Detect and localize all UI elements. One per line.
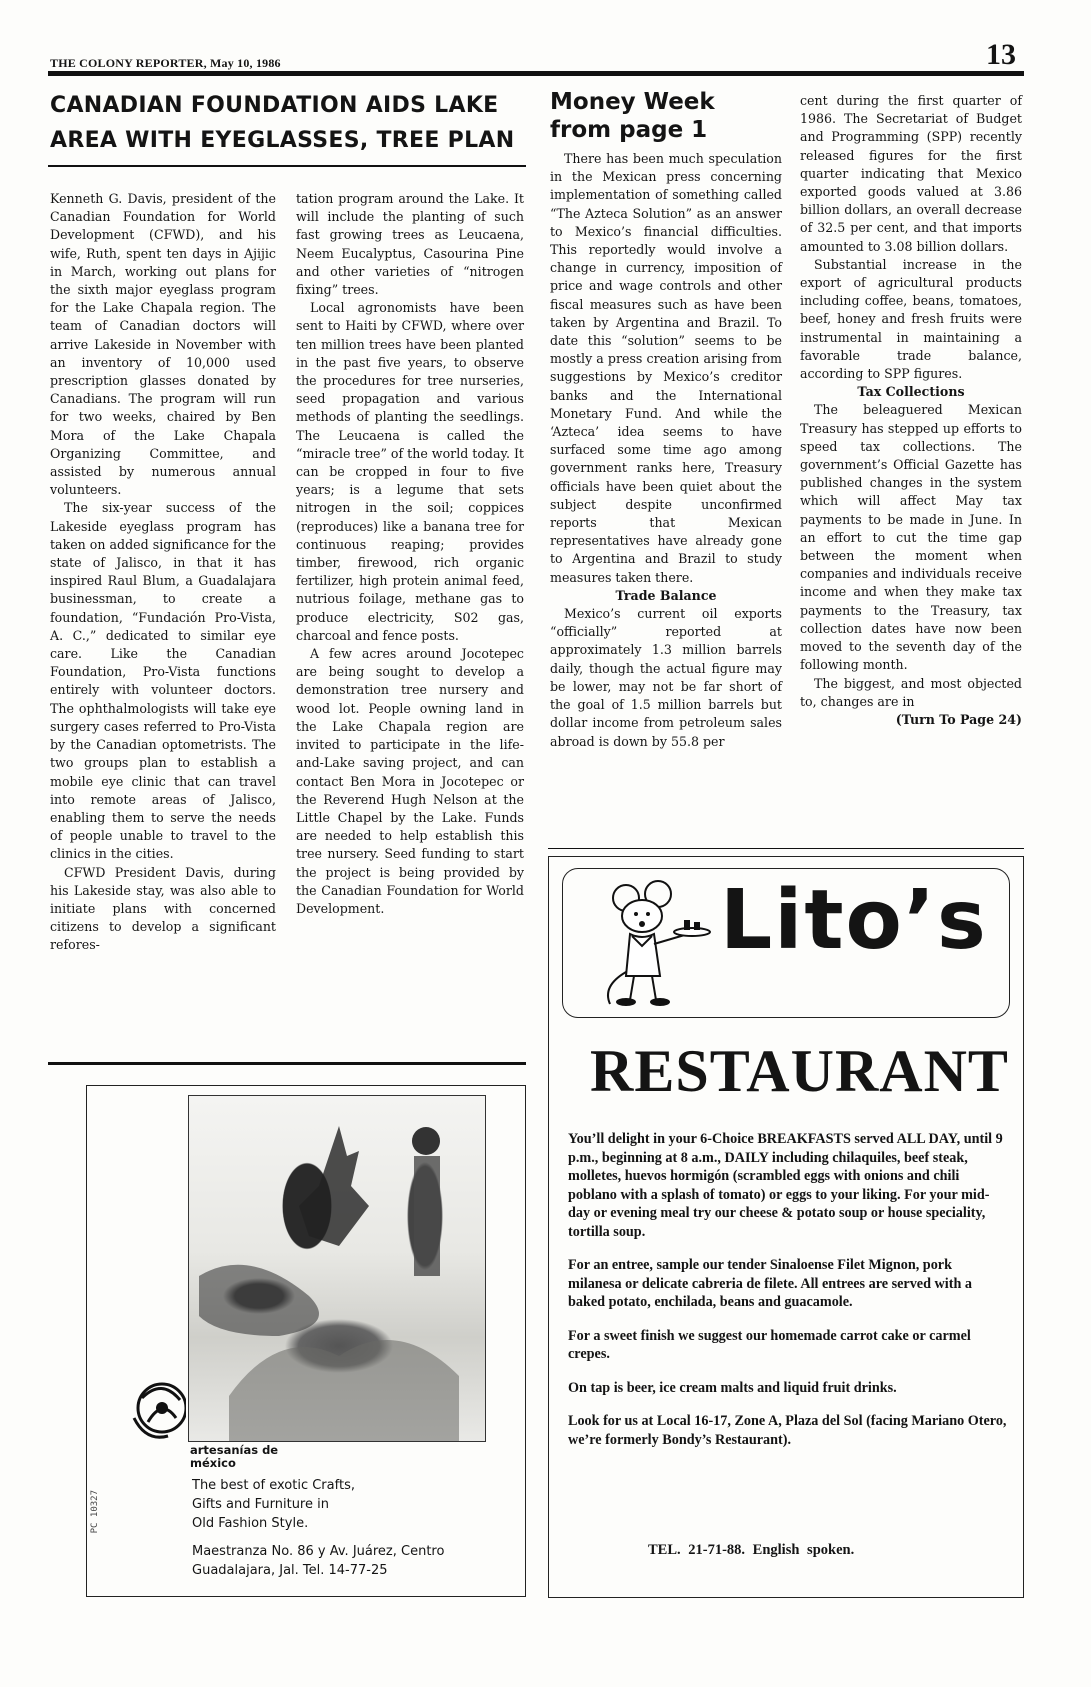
article1-col2-para2: Local agronomists have been sent to Haiti by CFWD, where over ten million trees have been planted in the past five years, to observe the procedures for tree nurseries, seed propagation and various methods of planting the seedlings. The Leucaena is called the “miracle tree” of the world today. It can be cropped in four to five years; is a legume that sets nitrogen in the soil; coppices (reproduces) like a banana tree for continuous reaping; provides timber, firewood, rich organic fertilizer, high protein animal feed, nutrious foilage, methane gas to produce electricity, S02 gas, charcoal and fence posts. <box>296 300 524 643</box>
article2-col1-para1: There has been much speculation in the Mexican press concerning implementation of something called “The Azteca Solution” as an answer to Mexico’s financial difficulties. This reportedly would involve a change in currency, imposition of price and wage controls and other fiscal measures such as have been taken by Argentina and Brazil. To date this “solution” seems to be mostly a press creation arising from suggestions by Mexico’s creditor banks and the International Monetary Fund. And while the ‘Azteca’ idea seems to have surfaced some time ago among government ranks here, Treasury officials have been quiet about the subject despite unconfirmed reports that Mexican representatives have already gone to Argentina and Brazil to study measures taken there. <box>550 151 782 585</box>
article2-title <box>550 88 715 144</box>
restaurant-heading: RESTAURANT <box>590 1038 1009 1104</box>
article1-column2 <box>296 190 524 918</box>
article2-bottom-rule <box>548 848 1024 849</box>
litos-ad-copy <box>568 1130 1008 1464</box>
masthead-rule <box>48 71 1024 76</box>
trade-balance-subhead: Trade Balance <box>615 587 717 603</box>
photo-scene-icon <box>189 1096 485 1441</box>
article1-col1-para3: CFWD President Davis, during his Lakeside stay, was also able to initiate plans with concerned citizens to develop a significant refores- <box>50 864 276 953</box>
article1-col1-para1: Kenneth G. Davis, president of the Canadian Foundation for World Development (CFWD), and his wife, Ruth, spent ten days in Ajijic in March, working out plans for the sixth major eyeglass program for the Lake Chapala region. The team of Canadian doctors will arrive Lakeside in November with an inventory of 10,000 used prescription glasses donated by Canadians. The program will run for two weeks, chaired by Ben Mora of the Lake Chapala Organizing Committee, and assisted by numerous annual volunteers. <box>50 191 276 498</box>
article1-col2-para1: tation program around the Lake. It will include the planting of such fast growing trees as Leucaena, Neem Eucalyptus, Casourina Pine and other varieties of “nitrogen fixing” trees. <box>296 191 524 298</box>
litos-breakfast-para: You’ll delight in your 6-Choice BREAKFASTS served ALL DAY, until 9 p.m., beginning at 8 a.m., DAILY including chilaquiles, beef steak, molletes, huevos hormigón (scrambled eggs with onions and chili poblano with a splash of tomato) or eggs to your liking. For your mid-day or evening meal try our cheese & potato soup or house speciality, tortilla soup. <box>568 1131 1003 1240</box>
article1-col1-para2: The six-year success of the Lakeside eyeglass program has taken on added significance for the state of Jalisco, in that it has inspired Raul Blum, a Guadalajara businessman, to create a foundation, “Fundación Pro-Vista, A. C.,” dedicated to similar eye care. Like the Canadian Foundation, Pro-Vista functions entirely with volunteer doctors. The ophthalmologists will take eye surgery cases referred to Pro-Vista by the Canadian optometrists. The two groups plan to establish a mobile eye clinic that can travel into remote areas of Jalisco, enabling them to serve the needs of people unable to travel to the clinics in the cities. <box>50 500 276 862</box>
artesanias-address2: Guadalajara, Jal. Tel. 14-77-25 <box>192 1563 388 1578</box>
artesanias-tagline3: Old Fashion Style. <box>192 1516 309 1531</box>
article1-col2-para3: A few acres around Jocotepec are being sought to develop a demonstration tree nursery and wood lot. People owning land in the Lake Chapala region are invited to participate in the life-and-Lake saving project, and can contact Ben Mora in Jocotepec or the Reverend Hugh Nelson at the Little Chapel by the Lake. Funds are needed to help establish this tree nursery. Seed funding to start the project is being provided by the Canadian Foundation for World Development. <box>296 646 524 916</box>
headline-rule <box>48 165 526 167</box>
article2-column2 <box>800 92 1022 729</box>
article2-col2-para2: Substantial increase in the export of agricultural products including coffee, beans, tomatoes, beef, honey and fresh fruits were instrumental in maintaining a favorable trade balance, according to SPP figures. <box>800 256 1022 382</box>
article2-col2-para4: The biggest, and most objected to, changes are in <box>800 675 1022 709</box>
article2-col2-para1: cent during the first quarter of 1986. The Secretariat of Budget and Programming (SPP) recently released figures for the first quarter indicating that Mexico exported goods valued at 3.86 billion dollars, an overall decrease of 32.5 per cent, and that imports amounted to 3.08 billion dollars. <box>800 93 1022 254</box>
article1-headline: CANADIAN FOUNDATION AIDS LAKE AREA WITH EYEGLASSES, TREE PLAN <box>50 93 515 153</box>
litos-dessert-para: For a sweet finish we suggest our homemade carrot cake or carmel crepes. <box>568 1327 971 1362</box>
litos-telephone: TEL. 21-71-88. English spoken. <box>648 1542 855 1558</box>
continued-link[interactable]: (Turn To Page 24) <box>895 711 1022 727</box>
mouse-waiter-icon <box>596 876 716 1012</box>
artesanias-brand-line2: méxico <box>190 1456 236 1470</box>
artesanias-tagline1: The best of exotic Crafts, <box>192 1478 355 1493</box>
page-number: 13 <box>986 38 1016 71</box>
article2-col1-para2: Mexico’s current oil exports “officially” reported at approximately 1.3 million barrels daily, though the actual figure may be lower, may not be far short of the goal of 1.5 million barrels but dollar income from petroleum sales abroad is down by 55.8 per <box>550 606 782 749</box>
artesanias-address1: Maestranza No. 86 y Av. Juárez, Centro <box>192 1544 445 1559</box>
artesanias-brand <box>190 1444 278 1470</box>
litos-drinks-para: On tap is beer, ice cream malts and liquid fruit drinks. <box>568 1379 897 1396</box>
article1-bottom-rule <box>48 1062 526 1065</box>
article2-column1 <box>550 150 782 751</box>
artesanias-side-code: PC 10327 <box>90 1490 100 1534</box>
masthead: THE COLONY REPORTER, May 10, 1986 <box>50 56 281 70</box>
litos-logo: Lito’s <box>720 873 988 968</box>
litos-entree-para: For an entree, sample our tender Sinaloense Filet Mignon, pork milanesa or delicate cabreria de filete. All entrees are served with a baked potato, enchilada, beans and guacamole. <box>568 1257 972 1310</box>
article2-title-line2: from page 1 <box>550 117 708 143</box>
artesanias-tagline2: Gifts and Furniture in <box>192 1497 329 1512</box>
article2-title-line1: Money Week <box>550 89 715 115</box>
article1-column1 <box>50 190 276 955</box>
litos-location-para: Look for us at Local 16-17, Zone A, Plaza del Sol (facing Mariano Otero, we’re formerly Bondy’s Restaurant). <box>568 1413 1007 1448</box>
artesanias-photo <box>188 1095 486 1442</box>
tax-collections-subhead: Tax Collections <box>857 384 965 400</box>
article2-col2-para3: The beleaguered Mexican Treasury has stepped up efforts to speed tax collections. The government’s Official Gazette has published changes in the system which will affect May tax payments to be made in June. In an effort to cut the time gap between the moment when companies and individuals receive income and when they make tax payments to the Treasury, tax collection dates have now been moved to the seventh day of the following month. <box>800 402 1022 673</box>
artesanias-brand-line1: artesanías de <box>190 1443 279 1457</box>
artesanias-logo-icon <box>128 1378 186 1444</box>
